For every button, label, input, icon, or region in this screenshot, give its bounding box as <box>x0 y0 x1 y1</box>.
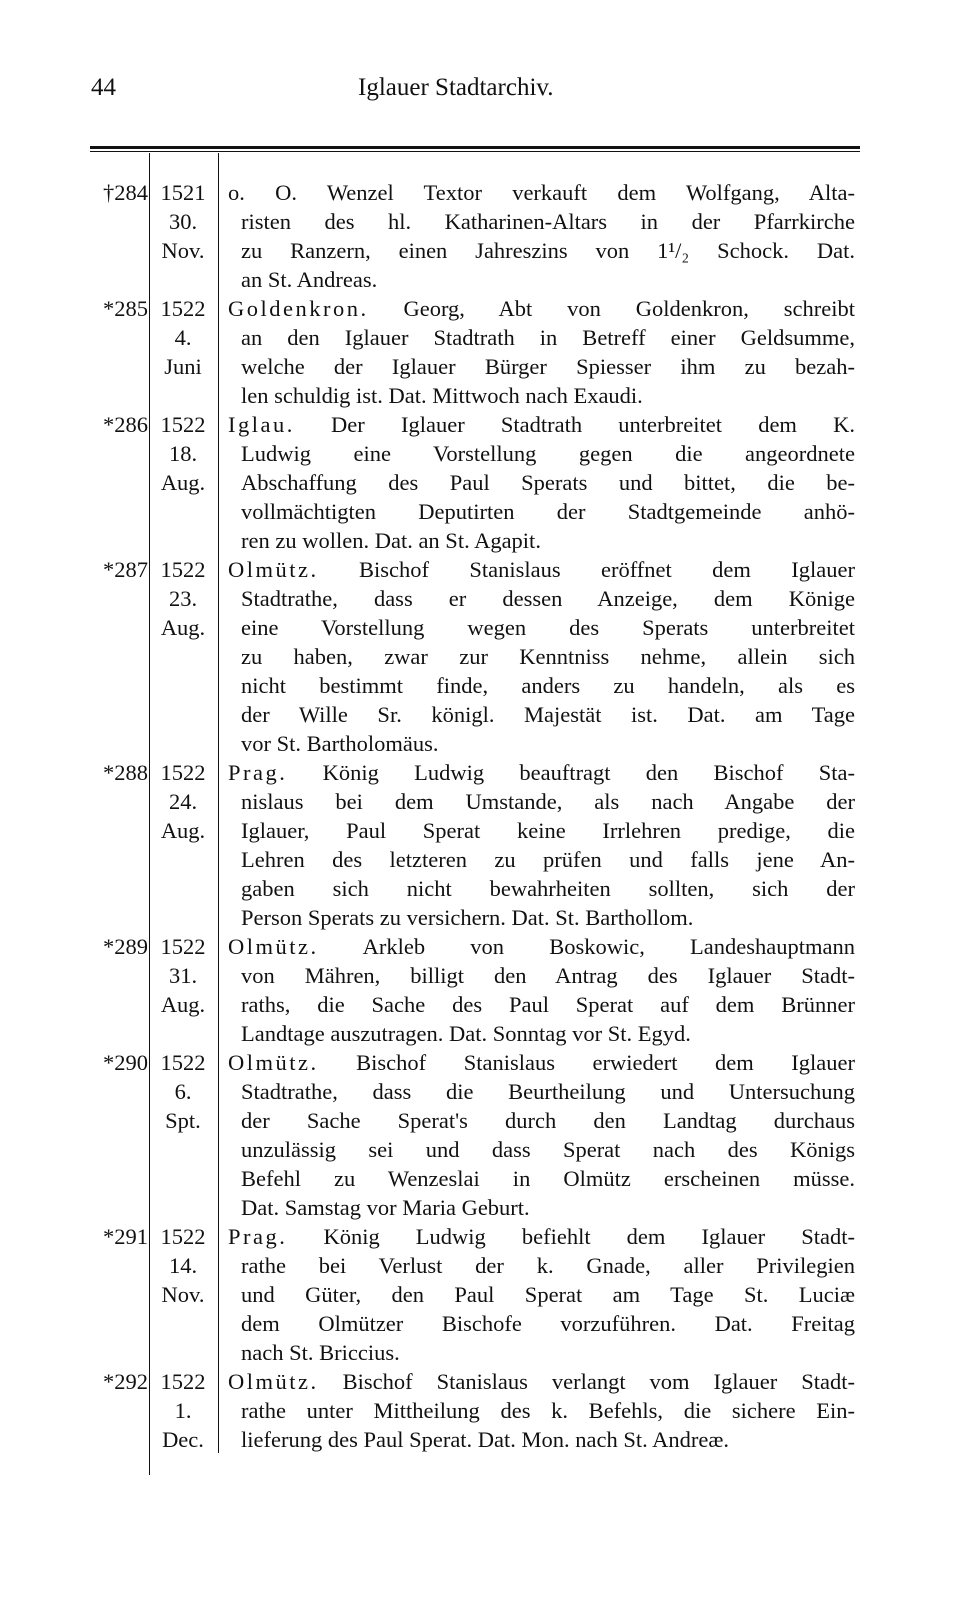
entry-line <box>0 497 960 526</box>
entry-place: Prag. <box>228 1224 288 1249</box>
entry-text-line <box>241 990 855 1019</box>
entry-year: 1522 <box>160 1050 206 1075</box>
entry-line <box>0 323 960 352</box>
entry-line <box>0 178 960 207</box>
entry-line <box>0 874 960 903</box>
entry-line <box>0 1367 960 1396</box>
entry-text: Der Iglauer Stadtrath unterbreitet dem K. <box>294 412 855 437</box>
entry-line <box>0 1048 960 1077</box>
register-entry <box>0 758 960 932</box>
entry-text: Befehl zu Wenzeslai in Olmütz erscheinen müsse. <box>241 1166 855 1191</box>
header-rule-thick <box>90 146 860 149</box>
entry-day: 23. <box>168 586 198 611</box>
entry-text: Lehren des letzteren zu prüfen und falls jene An- <box>241 847 855 872</box>
entry-text: der Wille Sr. königl. Majestät ist. Dat. am Tage <box>241 702 855 727</box>
entry-text-line <box>241 526 855 555</box>
entry-text: zu haben, zwar zur Kenntniss nehme, allein sich <box>241 644 855 669</box>
entry-text-line <box>228 555 855 584</box>
entry-text-line <box>241 700 855 729</box>
entry-day: 18. <box>168 441 198 466</box>
entry-text: nislaus bei dem Umstande, als nach Angabe der <box>241 789 855 814</box>
entry-text: an St. Andreas. <box>241 267 378 292</box>
entry-text-line <box>241 874 855 903</box>
entry-text-line <box>241 584 855 613</box>
entry-text: und Güter, den Paul Sperat am Tage St. Luciæ <box>241 1282 855 1307</box>
entry-text-line <box>241 236 855 265</box>
entry-text-line <box>241 961 855 990</box>
entry-line <box>0 1135 960 1164</box>
entry-text: König Ludwig beauftragt den Bischof Sta- <box>287 760 855 785</box>
entry-text: raths, die Sache des Paul Sperat auf dem Brünner <box>241 992 855 1017</box>
entry-text-line <box>241 787 855 816</box>
entry-line <box>0 1077 960 1106</box>
entry-text: Landtage auszutragen. Dat. Sonntag vor St. Egyd. <box>241 1021 691 1046</box>
entry-text-line <box>241 1106 855 1135</box>
page-header <box>0 74 960 114</box>
register-entry <box>0 1048 960 1222</box>
entry-place: Prag. <box>228 760 288 785</box>
entry-text-line <box>228 294 855 323</box>
entry-place: Olmütz. <box>228 1050 319 1075</box>
entry-text-line <box>241 1019 855 1048</box>
entry-year: 1522 <box>160 1224 206 1249</box>
entry-text-line <box>241 381 855 410</box>
entry-text: vollmächtigten Deputirten der Stadtgemeinde anhö- <box>241 499 855 524</box>
register-entry <box>0 555 960 758</box>
entry-month: Nov. <box>161 1282 205 1307</box>
entry-text-line <box>241 1425 855 1454</box>
entry-day: 14. <box>168 1253 198 1278</box>
entry-text: Stadtrathe, dass er dessen Anzeige, dem Könige <box>241 586 855 611</box>
entry-day: 30. <box>168 209 198 234</box>
entry-text: Dat. Samstag vor Maria Geburt. <box>241 1195 530 1220</box>
entry-text: Bischof Stanislaus erwiedert dem Iglauer <box>318 1050 855 1075</box>
entry-number: *285 <box>103 296 148 321</box>
entry-year: 1522 <box>160 557 206 582</box>
entry-month: Nov. <box>161 238 205 263</box>
page-number: 44 <box>91 74 116 101</box>
entry-text: risten des hl. Katharinen-Altars in der Pfarrkirche <box>241 209 855 234</box>
entry-line <box>0 1425 960 1454</box>
entry-text-line <box>241 671 855 700</box>
entry-text-line <box>241 468 855 497</box>
entry-line <box>0 1019 960 1048</box>
entry-line <box>0 410 960 439</box>
entry-text-line <box>241 352 855 381</box>
register-entry <box>0 1367 960 1454</box>
register-entry <box>0 932 960 1048</box>
entry-month: Juni <box>164 354 202 379</box>
entry-text-line <box>241 1135 855 1164</box>
entry-text-line <box>241 1280 855 1309</box>
entry-text-line <box>228 758 855 787</box>
entry-number: *287 <box>103 557 148 582</box>
entry-text-line <box>228 410 855 439</box>
register-entry <box>0 410 960 555</box>
entry-text-line <box>241 265 855 294</box>
entry-month: Spt. <box>165 1108 201 1133</box>
entry-place: Olmütz. <box>228 934 319 959</box>
entry-text: Stadtrathe, dass die Beurtheilung und Untersuchung <box>241 1079 855 1104</box>
entry-line <box>0 845 960 874</box>
entry-number: *286 <box>103 412 148 437</box>
entry-text: Bischof Stanislaus eröffnet dem Iglauer <box>318 557 855 582</box>
entry-line <box>0 1222 960 1251</box>
entry-line <box>0 671 960 700</box>
entry-text-line <box>241 1251 855 1280</box>
entry-text-line <box>241 1396 855 1425</box>
entry-line <box>0 642 960 671</box>
entry-text-line <box>241 1309 855 1338</box>
entry-day: 1. <box>174 1398 192 1423</box>
entry-text-line <box>241 323 855 352</box>
entry-line <box>0 729 960 758</box>
entry-number: *290 <box>103 1050 148 1075</box>
entry-text-line <box>228 932 855 961</box>
entry-text-line <box>228 178 855 207</box>
entry-text: o. O. Wenzel Textor verkauft dem Wolfgang, Alta- <box>228 180 855 205</box>
entry-line <box>0 265 960 294</box>
header-rule-thin <box>90 151 860 152</box>
entry-year: 1522 <box>160 412 206 437</box>
entry-text: unzulässig sei und dass Sperat nach des Königs <box>241 1137 855 1162</box>
entry-text: nicht bestimmt finde, anders zu handeln, als es <box>241 673 855 698</box>
entry-line <box>0 613 960 642</box>
entry-text: rathe bei Verlust der k. Gnade, aller Privilegien <box>241 1253 855 1278</box>
entry-text-line <box>241 729 855 758</box>
entry-text-line <box>228 1222 855 1251</box>
entry-line <box>0 352 960 381</box>
entry-text-line <box>241 1077 855 1106</box>
entry-year: 1521 <box>160 180 206 205</box>
entry-text: eine Vorstellung wegen des Sperats unterbreitet <box>241 615 855 640</box>
entry-text: welche der Iglauer Bürger Spiesser ihm zu bezah- <box>241 354 855 379</box>
entry-text-line <box>241 613 855 642</box>
entry-text: rathe unter Mittheilung des k. Befehls, die sichere Ein- <box>241 1398 855 1423</box>
entry-text: Arkleb von Boskowic, Landeshauptmann <box>318 934 855 959</box>
entry-text: ren zu wollen. Dat. an St. Agapit. <box>241 528 541 553</box>
entry-line <box>0 526 960 555</box>
entry-line <box>0 990 960 1019</box>
entry-text-line <box>241 845 855 874</box>
entry-line <box>0 961 960 990</box>
entry-line <box>0 468 960 497</box>
entry-line <box>0 207 960 236</box>
entry-month: Aug. <box>160 615 206 640</box>
entry-day: 4. <box>174 325 192 350</box>
entry-text: vor St. Bartholomäus. <box>241 731 439 756</box>
register-entry <box>0 1222 960 1367</box>
entry-text: Bischof Stanislaus verlangt vom Iglauer Stadt- <box>318 1369 855 1394</box>
entry-text: König Ludwig befiehlt dem Iglauer Stadt- <box>287 1224 855 1249</box>
entry-text-line <box>241 497 855 526</box>
entry-line <box>0 1106 960 1135</box>
entry-line <box>0 758 960 787</box>
entry-line <box>0 1193 960 1222</box>
entry-line <box>0 439 960 468</box>
entry-text: Iglauer, Paul Sperat keine Irrlehren predige, die <box>241 818 855 843</box>
entry-text-line <box>228 1367 855 1396</box>
entry-line <box>0 294 960 323</box>
entry-text: Georg, Abt von Goldenkron, schreibt <box>368 296 855 321</box>
entry-text: an den Iglauer Stadtrath in Betreff einer Geldsumme, <box>241 325 855 350</box>
entry-text-line <box>241 816 855 845</box>
entry-number: *292 <box>103 1369 148 1394</box>
entry-number: *291 <box>103 1224 148 1249</box>
entry-line <box>0 932 960 961</box>
entry-line <box>0 787 960 816</box>
register-entry <box>0 178 960 294</box>
register-entry <box>0 294 960 410</box>
entry-line <box>0 236 960 265</box>
entry-line <box>0 903 960 932</box>
entry-text: Abschaffung des Paul Sperats und bittet, die be- <box>241 470 855 495</box>
entry-place: Olmütz. <box>228 557 319 582</box>
entry-line <box>0 381 960 410</box>
entry-text: lieferung des Paul Sperat. Dat. Mon. nach St. Andreæ. <box>241 1427 730 1452</box>
entry-place: Iglau. <box>228 412 295 437</box>
entry-day: 31. <box>168 963 198 988</box>
entry-line <box>0 1280 960 1309</box>
entry-line <box>0 1164 960 1193</box>
entry-text-line <box>241 1193 855 1222</box>
entry-text: dem Olmützer Bischofe vorzuführen. Dat. Freitag <box>241 1311 855 1336</box>
entry-number: *289 <box>103 934 148 959</box>
entry-month: Aug. <box>160 470 206 495</box>
entry-line <box>0 700 960 729</box>
entry-text: von Mähren, billigt den Antrag des Iglauer Stadt- <box>241 963 855 988</box>
entry-line <box>0 555 960 584</box>
entry-text: der Sache Sperat's durch den Landtag durchaus <box>241 1108 855 1133</box>
entry-day: 6. <box>174 1079 192 1104</box>
entry-text: zu Ranzern, einen Jahreszins von 1¹/₂ Schock. Dat. <box>241 238 855 263</box>
entry-text-line <box>241 439 855 468</box>
entry-line <box>0 584 960 613</box>
entry-year: 1522 <box>160 1369 206 1394</box>
entry-year: 1522 <box>160 934 206 959</box>
entry-text-line <box>228 1048 855 1077</box>
entry-month: Dec. <box>162 1427 204 1452</box>
entry-text: gaben sich nicht bewahrheiten sollten, sich der <box>241 876 855 901</box>
entry-place: Goldenkron. <box>228 296 369 321</box>
entry-text-line <box>241 1338 855 1367</box>
entry-month: Aug. <box>160 992 206 1017</box>
running-title: Iglauer Stadtarchiv. <box>358 74 554 101</box>
entry-day: 24. <box>168 789 198 814</box>
entry-text: len schuldig ist. Dat. Mittwoch nach Exaudi. <box>241 383 643 408</box>
entry-line <box>0 1251 960 1280</box>
entry-line <box>0 1338 960 1367</box>
entry-year: 1522 <box>160 760 206 785</box>
entry-number: †284 <box>103 180 148 205</box>
entry-line <box>0 1309 960 1338</box>
entry-line <box>0 1396 960 1425</box>
entry-text-line <box>241 642 855 671</box>
entry-line <box>0 816 960 845</box>
entry-text-line <box>241 903 855 932</box>
entry-month: Aug. <box>160 818 206 843</box>
entry-text-line <box>241 1164 855 1193</box>
entry-text: nach St. Briccius. <box>241 1340 400 1365</box>
entry-text: Person Sperats zu versichern. Dat. St. Barthollom. <box>241 905 694 930</box>
entry-year: 1522 <box>160 296 206 321</box>
entry-place: Olmütz. <box>228 1369 319 1394</box>
entry-number: *288 <box>103 760 148 785</box>
entry-text-line <box>241 207 855 236</box>
entry-text: Ludwig eine Vorstellung gegen die angeordnete <box>241 441 855 466</box>
register-entries <box>0 178 960 1454</box>
